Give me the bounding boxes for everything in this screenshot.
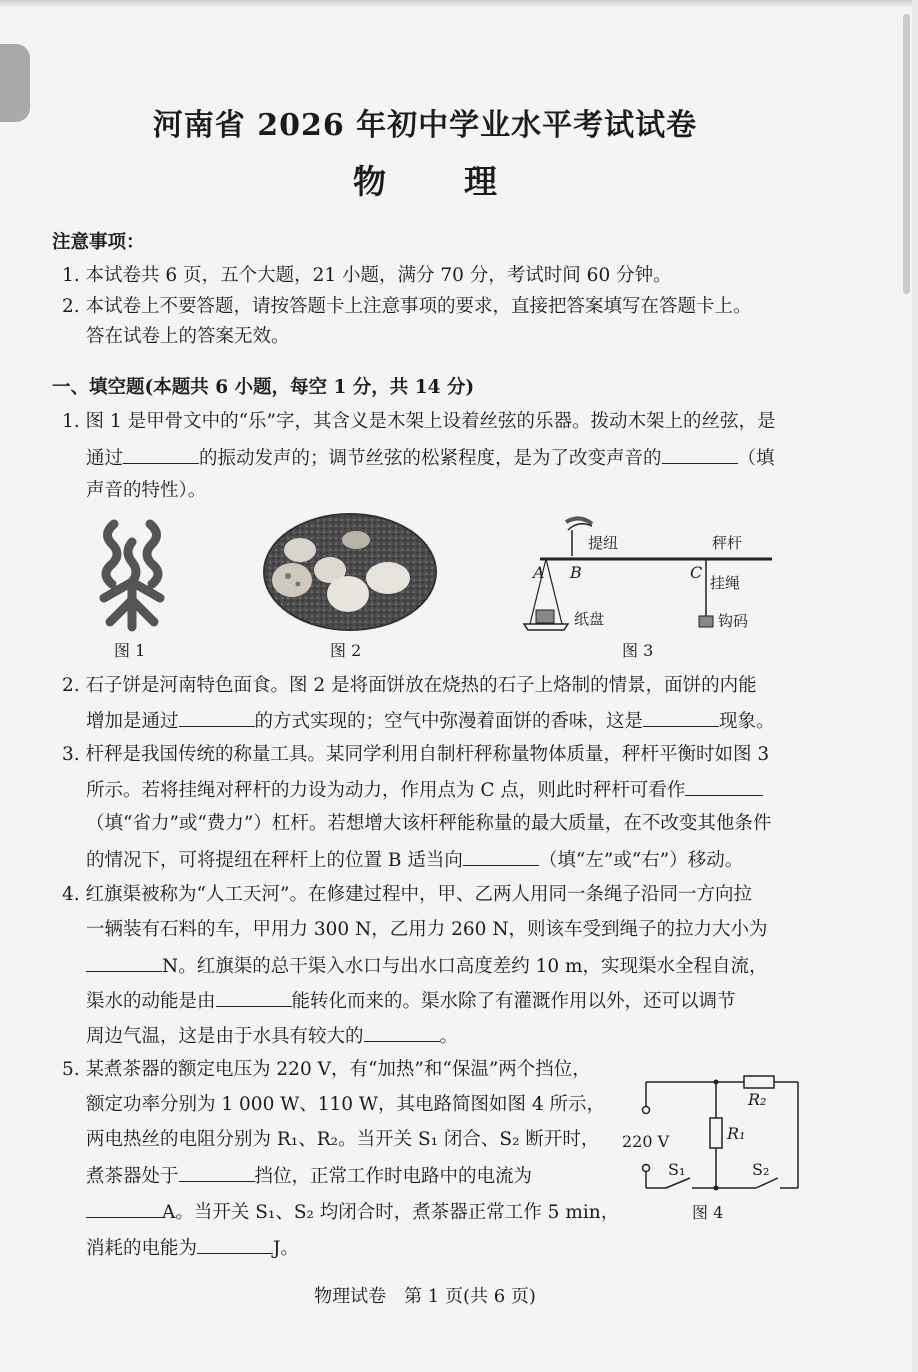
figure-4-caption: 图 4 [692,1203,724,1222]
answer-blank[interactable] [86,953,162,972]
answer-blank[interactable] [86,1199,162,1218]
page-footer: 物理试卷 第 1 页(共 6 页) [314,1286,536,1307]
label-point-b: B [570,563,582,582]
notes-item-1: 1. 本试卷共 6 页，五个大题，21 小题，满分 70 分，考试时间 60 分钟。 [62,265,672,286]
subject-char-1: 物 [353,162,386,201]
answer-blank[interactable] [643,708,719,727]
q3-line-3: （填“省力”或“费力”）杠杆。若想增大该杆秤能称量的最大质量，在不改变其他条件 [86,813,772,834]
q5-line-2: 额定功率分别为 1 000 W、110 W，其电路简图如图 4 所示， [86,1094,605,1115]
q4-line-2: 一辆装有石料的车，甲用力 300 N，乙用力 260 N，则该车受到绳子的拉力大小为 [86,919,768,940]
label-zhipan: 纸盘 [574,610,605,628]
label-tizu: 提纽 [588,534,619,552]
answer-blank[interactable] [364,1023,440,1042]
q3-line-4: 的情况下，可将提纽在秤杆上的位置 B 适当向 （填“左”或“右”）移动。 [86,847,743,873]
q3-line-2: 所示。若将挂绳对秤杆的力设为动力，作用点为 C 点，则此时秤杆可看作 [86,777,763,803]
q5-line-5: A。当开关 S₁、S₂ 均闭合时，煮茶器正常工作 5 min， [86,1199,619,1225]
scrollbar[interactable] [903,14,910,294]
top-shadow [0,0,912,8]
q4-line-4: 渠水的动能是由 能转化而来的。渠水除了有灌溉作用以外，还可以调节 [86,988,736,1014]
q5-line-6: 消耗的电能为 J。 [86,1235,299,1261]
answer-blank[interactable] [685,777,763,796]
section-heading: 一、填空题(本题共 6 小题，每空 1 分，共 14 分) [52,377,475,398]
q2-line-1: 2. 石子饼是河南特色面食。图 2 是将面饼放在烧热的石子上烙制的情景，面饼的内能 [62,675,757,696]
answer-blank[interactable] [197,1235,273,1254]
exam-title: 河南省 2026 年初中学业水平考试试卷 [152,108,698,143]
answer-blank[interactable] [123,445,199,464]
q4-line-3: N。红旗渠的总干渠入水口与出水口高度差约 10 m，实现渠水全程自流， [86,953,768,979]
q5-line-4: 煮茶器处于 挡位，正常工作时电路中的电流为 [86,1163,532,1189]
q4-line-1: 4. 红旗渠被称为“人工天河”。在修建过程中，甲、乙两人用同一条绳子沿同一方向拉 [62,884,752,905]
label-point-a: A [533,563,545,582]
q5-line-3: 两电热丝的电阻分别为 R₁、R₂。当开关 S₁ 闭合、S₂ 断开时， [86,1129,600,1150]
label-voltage: 220 V [622,1132,670,1151]
answer-blank[interactable] [179,1163,255,1182]
answer-blank[interactable] [463,847,539,866]
q2-line-2: 增加是通过 的方式实现的；空气中弥漫着面饼的香味，这是 现象。 [86,708,775,734]
label-r2: R₂ [748,1090,767,1109]
label-guasheng: 挂绳 [710,574,741,592]
figure-1-oracle-glyph [92,512,172,632]
notes-item-2: 2. 本试卷上不要答题，请按答题卡上注意事项的要求，直接把答案填写在答题卡上。 [62,296,752,317]
q3-line-1: 3. 杆秤是我国传统的称量工具。某同学利用自制杆秤称量物体质量，秤杆平衡时如图 3 [62,744,770,765]
q1-line-1: 1. 图 1 是甲骨文中的“乐”字，其含义是木架上设着丝弦的乐器。拨动木架上的丝弦，是 [62,411,776,432]
subject-char-2: 理 [464,162,497,201]
answer-blank[interactable] [179,708,255,727]
label-gouma: 钩码 [718,612,749,630]
subject-title [0,156,850,203]
q4-line-5: 周边气温，这是由于水具有较大的 。 [86,1023,458,1049]
q1-line-2: 通过 的振动发声的；调节丝弦的松紧程度，是为了改变声音的 （填 [86,445,775,471]
label-s1: S₁ [668,1160,686,1179]
label-s2: S₂ [752,1160,770,1179]
figure-2-stone-bread [262,512,438,632]
q5-line-1: 5. 某煮茶器的额定电压为 220 V，有“加热”和“保温”两个挡位， [62,1059,591,1080]
answer-blank[interactable] [662,445,738,464]
label-r1: R₁ [727,1124,746,1143]
q1-line-3: 声音的特性）。 [86,480,207,501]
label-point-c: C [690,563,703,582]
figure-1-caption: 图 1 [114,641,146,660]
figure-3-caption: 图 3 [622,641,654,660]
answer-blank[interactable] [216,988,292,1007]
notes-heading: 注意事项： [52,232,145,253]
notes-item-2-cont: 答在试卷上的答案无效。 [86,326,290,347]
figure-2-caption: 图 2 [330,641,362,660]
label-chenggan: 秤杆 [712,534,743,552]
